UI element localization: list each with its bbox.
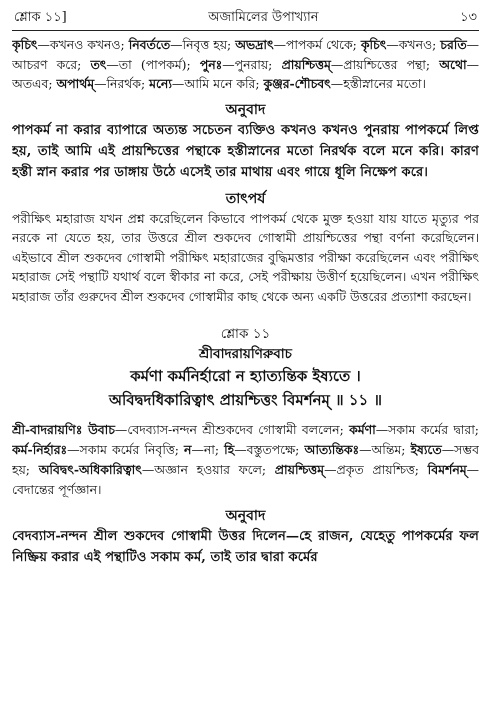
book-page (12, 8, 479, 720)
header-verse-ref: শ্লোক ১১] (14, 10, 67, 25)
gloss-meaning: —না; (191, 442, 225, 458)
gloss-meaning: —তা (পাপকর্ম); (106, 56, 200, 72)
gloss-term: শ্রী-বাদরায়ণিঃ উবাচ (12, 422, 115, 438)
gloss-term: তৎ (90, 56, 107, 72)
gloss-term: অভদ্রাৎ (235, 37, 274, 52)
gloss-term: চরতি (440, 37, 467, 52)
gloss-meaning: —আচরণ করে; (12, 37, 479, 72)
header-chapter-title: অজামিলের উপাখ্যান (208, 10, 319, 25)
gloss-meaning: —সকাম কর্মের দ্বারা; (375, 422, 479, 438)
translation-text: পাপকর্ম না করার ব্যাপারে অত্যন্ত সচেতন ব্যক্তিও কখনও কখনও পুনরায় পাপকর্মে লিপ্ত হয়, তাই আমি এই প্রায়শ্চিত্তের পন্থাকে হস্তীস্নানের মতো নিরর্থক বলে মনে করি। কারণ হস্তী স্নান করার পর ডাঙ্গায় উঠে এসেই তার মাথায় এবং গায়ে ধূলি নিক্ষেপ করে। (12, 122, 479, 180)
gloss-meaning: —নিরর্থক; (94, 76, 150, 91)
gloss-term: আত্যন্তিকঃ (304, 442, 360, 458)
gloss-meaning: —কখনও; (386, 37, 441, 52)
purport-text: পরীক্ষিৎ মহারাজ যখন প্রশ্ন করেছিলেন কিভাবে পাপকর্ম থেকে মুক্ত হওয়া যায় যাতে মৃত্যুর পর নরকে না যেতে হয়, তার উত্তরে শ্রীল শুকদেব গোস্বামী প্রায়শ্চিত্তের পন্থা বর্ণনা করেছিলেন। এইভাবে শ্রীল শুকদেব গোস্বামী পরীক্ষিৎ মহারাজের বুদ্ধিমত্তার পরীক্ষা করেছিলেন এবং পরীক্ষিৎ মহারাজ সেই পন্থাটি যথার্থ বলে স্বীকার না করে, সেই পরীক্ষায় উত্তীর্ণ হয়েছিলেন। এখন পরীক্ষিৎ মহারাজ তাঁর গুরুদেব শ্রীল শুকদেব গোস্বামীর কাছ থেকে অন্য একটি উত্তরের প্রত্যাশা করছেন। (12, 210, 479, 304)
gloss-meaning: —হস্তীস্নানের মতো। (330, 76, 426, 91)
header-page-number: ১৩ (460, 10, 477, 25)
word-for-word-gloss-10 (12, 35, 479, 94)
gloss-meaning: —পুনরায়; (222, 56, 282, 72)
translation-heading: অনুবাদ (225, 101, 266, 118)
gloss-meaning: —বস্তুতপক্ষে; (234, 442, 305, 458)
gloss-term: বিমর্শনম্ (427, 462, 467, 478)
verse-line-2: অবিদ্বদধিকারিত্বাৎ প্রায়শ্চিত্তং বিমর্শনম্ ॥ ১১ ॥ (109, 391, 382, 410)
verse-line-1: কর্মণা কর্মনির্হারো ন হ্যাত্যন্তিক ইষ্যতে । (130, 367, 361, 386)
gloss-term: ন (184, 442, 192, 458)
gloss-meaning: —প্রায়শ্চিত্তের পন্থা; (330, 56, 440, 72)
gloss-meaning: —পাপকর্ম থেকে; (273, 37, 361, 52)
gloss-meaning: —নিবৃত্ত হয়; (170, 37, 236, 52)
gloss-meaning: —সম্ভব হয়; (12, 442, 479, 478)
verse-speaker: শ্রীবাদরায়ণিরুবাচ (199, 346, 292, 363)
gloss-term: প্রায়শ্চিত্তম্ (281, 56, 331, 72)
gloss-meaning: —বেদান্তের পূর্ণজ্ঞান। (12, 462, 479, 497)
gloss-term: অপার্থম্ (56, 76, 95, 91)
gloss-term: ইষ্যতে (410, 442, 442, 458)
gloss-meaning: —সকাম কর্মের নিবৃত্তি; (67, 442, 185, 458)
gloss-term: মন্যে (149, 76, 172, 91)
gloss-meaning: —অতএব; (12, 56, 479, 91)
gloss-term: নিবর্ততে (128, 37, 171, 52)
gloss-meaning: —আমি মনে করি; (171, 76, 264, 91)
gloss-meaning: —প্রকৃত প্রায়শ্চিত্ত; (324, 462, 428, 478)
purport-heading: তাৎপর্য (225, 190, 266, 207)
gloss-meaning: —অন্তিম; (359, 442, 411, 458)
gloss-term: পুনঃ (199, 56, 223, 72)
gloss-term: অথো (439, 56, 467, 72)
word-for-word-gloss-11 (12, 420, 479, 499)
gloss-meaning: —বেদব্যাস-নন্দন শ্রীশুকদেব গোস্বামী বললেন; (114, 422, 350, 438)
gloss-meaning: —কখনও কখনও; (37, 37, 129, 52)
gloss-term: কর্মণা (349, 422, 376, 438)
gloss-meaning: —অজ্ঞান হওয়ার ফলে; (141, 462, 275, 478)
gloss-term: অবিদ্বৎ-অধিকারিত্বাৎ (38, 462, 142, 478)
gloss-term: কর্ম-নির্হারঃ (12, 442, 68, 458)
translation-heading-2: অনুবাদ (225, 507, 266, 524)
gloss-term: কৃচিৎ (360, 37, 387, 52)
gloss-term: কুঞ্জর-শৌচবৎ (263, 76, 331, 91)
gloss-term: কৃচিৎ (12, 37, 38, 52)
gloss-term: প্রায়শ্চিত্তম্ (274, 462, 325, 478)
verse-number: শ্লোক ১১ (220, 326, 271, 343)
translation-text-2: বেদব্যাস-নন্দন শ্রীল শুকদেব গোস্বামী উত্তর দিলেন—হে রাজন, যেহেতু পাপকর্মের ফল নিষ্ক্রিয় করার এই পন্থাটিও সকাম কর্ম, তাই তার দ্বারা কর্মের (12, 528, 479, 565)
running-header (12, 8, 479, 31)
gloss-term: হি (224, 442, 235, 458)
